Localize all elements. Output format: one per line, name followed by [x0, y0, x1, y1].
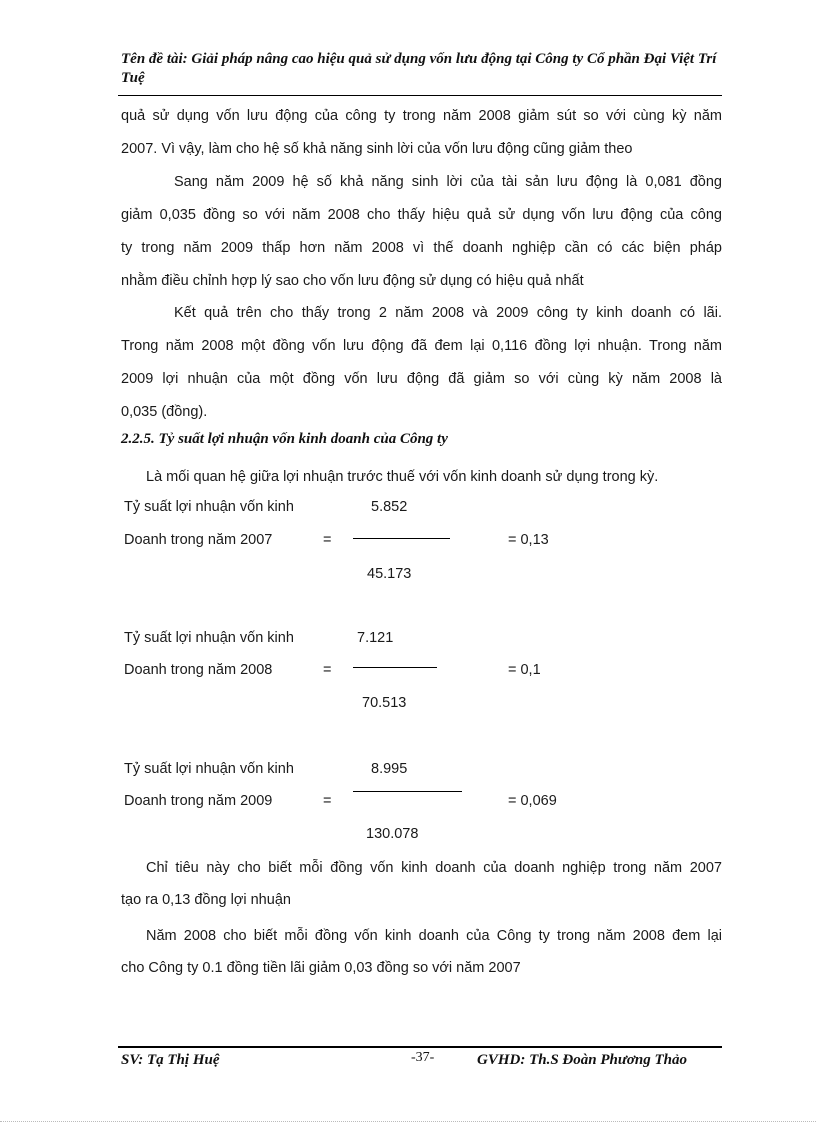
formula-label-line-2: Doanh trong năm 2009 [124, 793, 273, 809]
formula-result: = 0,1 [508, 662, 541, 678]
page-number: -37- [411, 1050, 435, 1065]
formula-result: = 0,069 [508, 793, 557, 809]
p3-line-4: 0,035 (đồng). [121, 404, 208, 420]
footer-advisor: GVHD: Th.S Đoàn Phương Thảo [477, 1052, 687, 1068]
formula-equals: = [323, 662, 332, 678]
page-bottom-border [0, 1121, 816, 1122]
formula-result: = 0,13 [508, 532, 549, 548]
p4-line-1: Chỉ tiêu này cho biết mỗi đồng vốn kinh doanh của doanh nghiệp trong năm 2007 [146, 860, 722, 876]
p3-line-1: Kết quả trên cho thấy trong 2 năm 2008 và 2009 công ty kinh doanh có lãi. [174, 305, 722, 321]
formula-equals: = [323, 793, 332, 809]
p2-line-3: ty trong năm 2009 thấp hơn năm 2008 vì thế doanh nghiệp cần có các biện pháp [121, 240, 722, 256]
p3-line-3: 2009 lợi nhuận của một đồng vốn lưu động đã giảm so với cùng kỳ năm 2008 là [121, 371, 722, 387]
formula-equals: = [323, 532, 332, 548]
formula-label-line-1: Tỷ suất lợi nhuận vốn kinh [124, 630, 294, 646]
p4-line-2: tạo ra 0,13 đồng lợi nhuận [121, 892, 291, 908]
section-heading: 2.2.5. Tỷ suất lợi nhuận vốn kinh doanh của Công ty [121, 431, 448, 447]
p5-line-2: cho Công ty 0.1 đồng tiền lãi giảm 0,03 đồng so với năm 2007 [121, 960, 521, 976]
definition-text: Là mối quan hệ giữa lợi nhuận trước thuế với vốn kinh doanh sử dụng trong kỳ. [146, 469, 659, 485]
p3-line-2: Trong năm 2008 một đồng vốn lưu động đã đem lại 0,116 đồng lợi nhuận. Trong năm [121, 338, 722, 354]
footer-rule [118, 1046, 722, 1048]
p1-line-2: 2007. Vì vậy, làm cho hệ số khả năng sinh lời của vốn lưu động cũng giảm theo [121, 141, 633, 157]
fraction-bar [353, 538, 450, 539]
formula-numerator: 7.121 [357, 630, 394, 646]
header-title: Tên đề tài: Giải pháp nâng cao hiệu quả sử dụng vốn lưu động tại Công ty Cổ phần Đại Việt Trí Tuệ [121, 51, 717, 86]
formula-denominator: 45.173 [367, 566, 412, 582]
p2-line-1: Sang năm 2009 hệ số khả năng sinh lời của tài sản lưu động là 0,081 đồng [174, 174, 722, 190]
header-rule [118, 95, 722, 96]
formula-denominator: 70.513 [362, 695, 407, 711]
formula-denominator: 130.078 [366, 826, 419, 842]
p5-line-1: Năm 2008 cho biết mỗi đồng vốn kinh doanh của Công ty trong năm 2008 đem lại [146, 928, 722, 944]
fraction-bar [353, 791, 462, 792]
formula-label-line-2: Doanh trong năm 2008 [124, 662, 273, 678]
formula-numerator: 5.852 [371, 499, 408, 515]
formula-label-line-2: Doanh trong năm 2007 [124, 532, 273, 548]
formula-label-line-1: Tỷ suất lợi nhuận vốn kinh [124, 761, 294, 777]
p2-line-4: nhằm điều chỉnh hợp lý sao cho vốn lưu động sử dụng có hiệu quả nhất [121, 273, 584, 289]
footer-student: SV: Tạ Thị Huệ [121, 1052, 220, 1068]
fraction-bar [353, 667, 437, 668]
formula-numerator: 8.995 [371, 761, 408, 777]
p2-line-2: giảm 0,035 đồng so với năm 2008 cho thấy hiệu quả sử dụng vốn lưu động của công [121, 207, 722, 223]
formula-label-line-1: Tỷ suất lợi nhuận vốn kinh [124, 499, 294, 515]
p1-line-1: quả sử dụng vốn lưu động của công ty trong năm 2008 giảm sút so với cùng kỳ năm [121, 108, 722, 124]
